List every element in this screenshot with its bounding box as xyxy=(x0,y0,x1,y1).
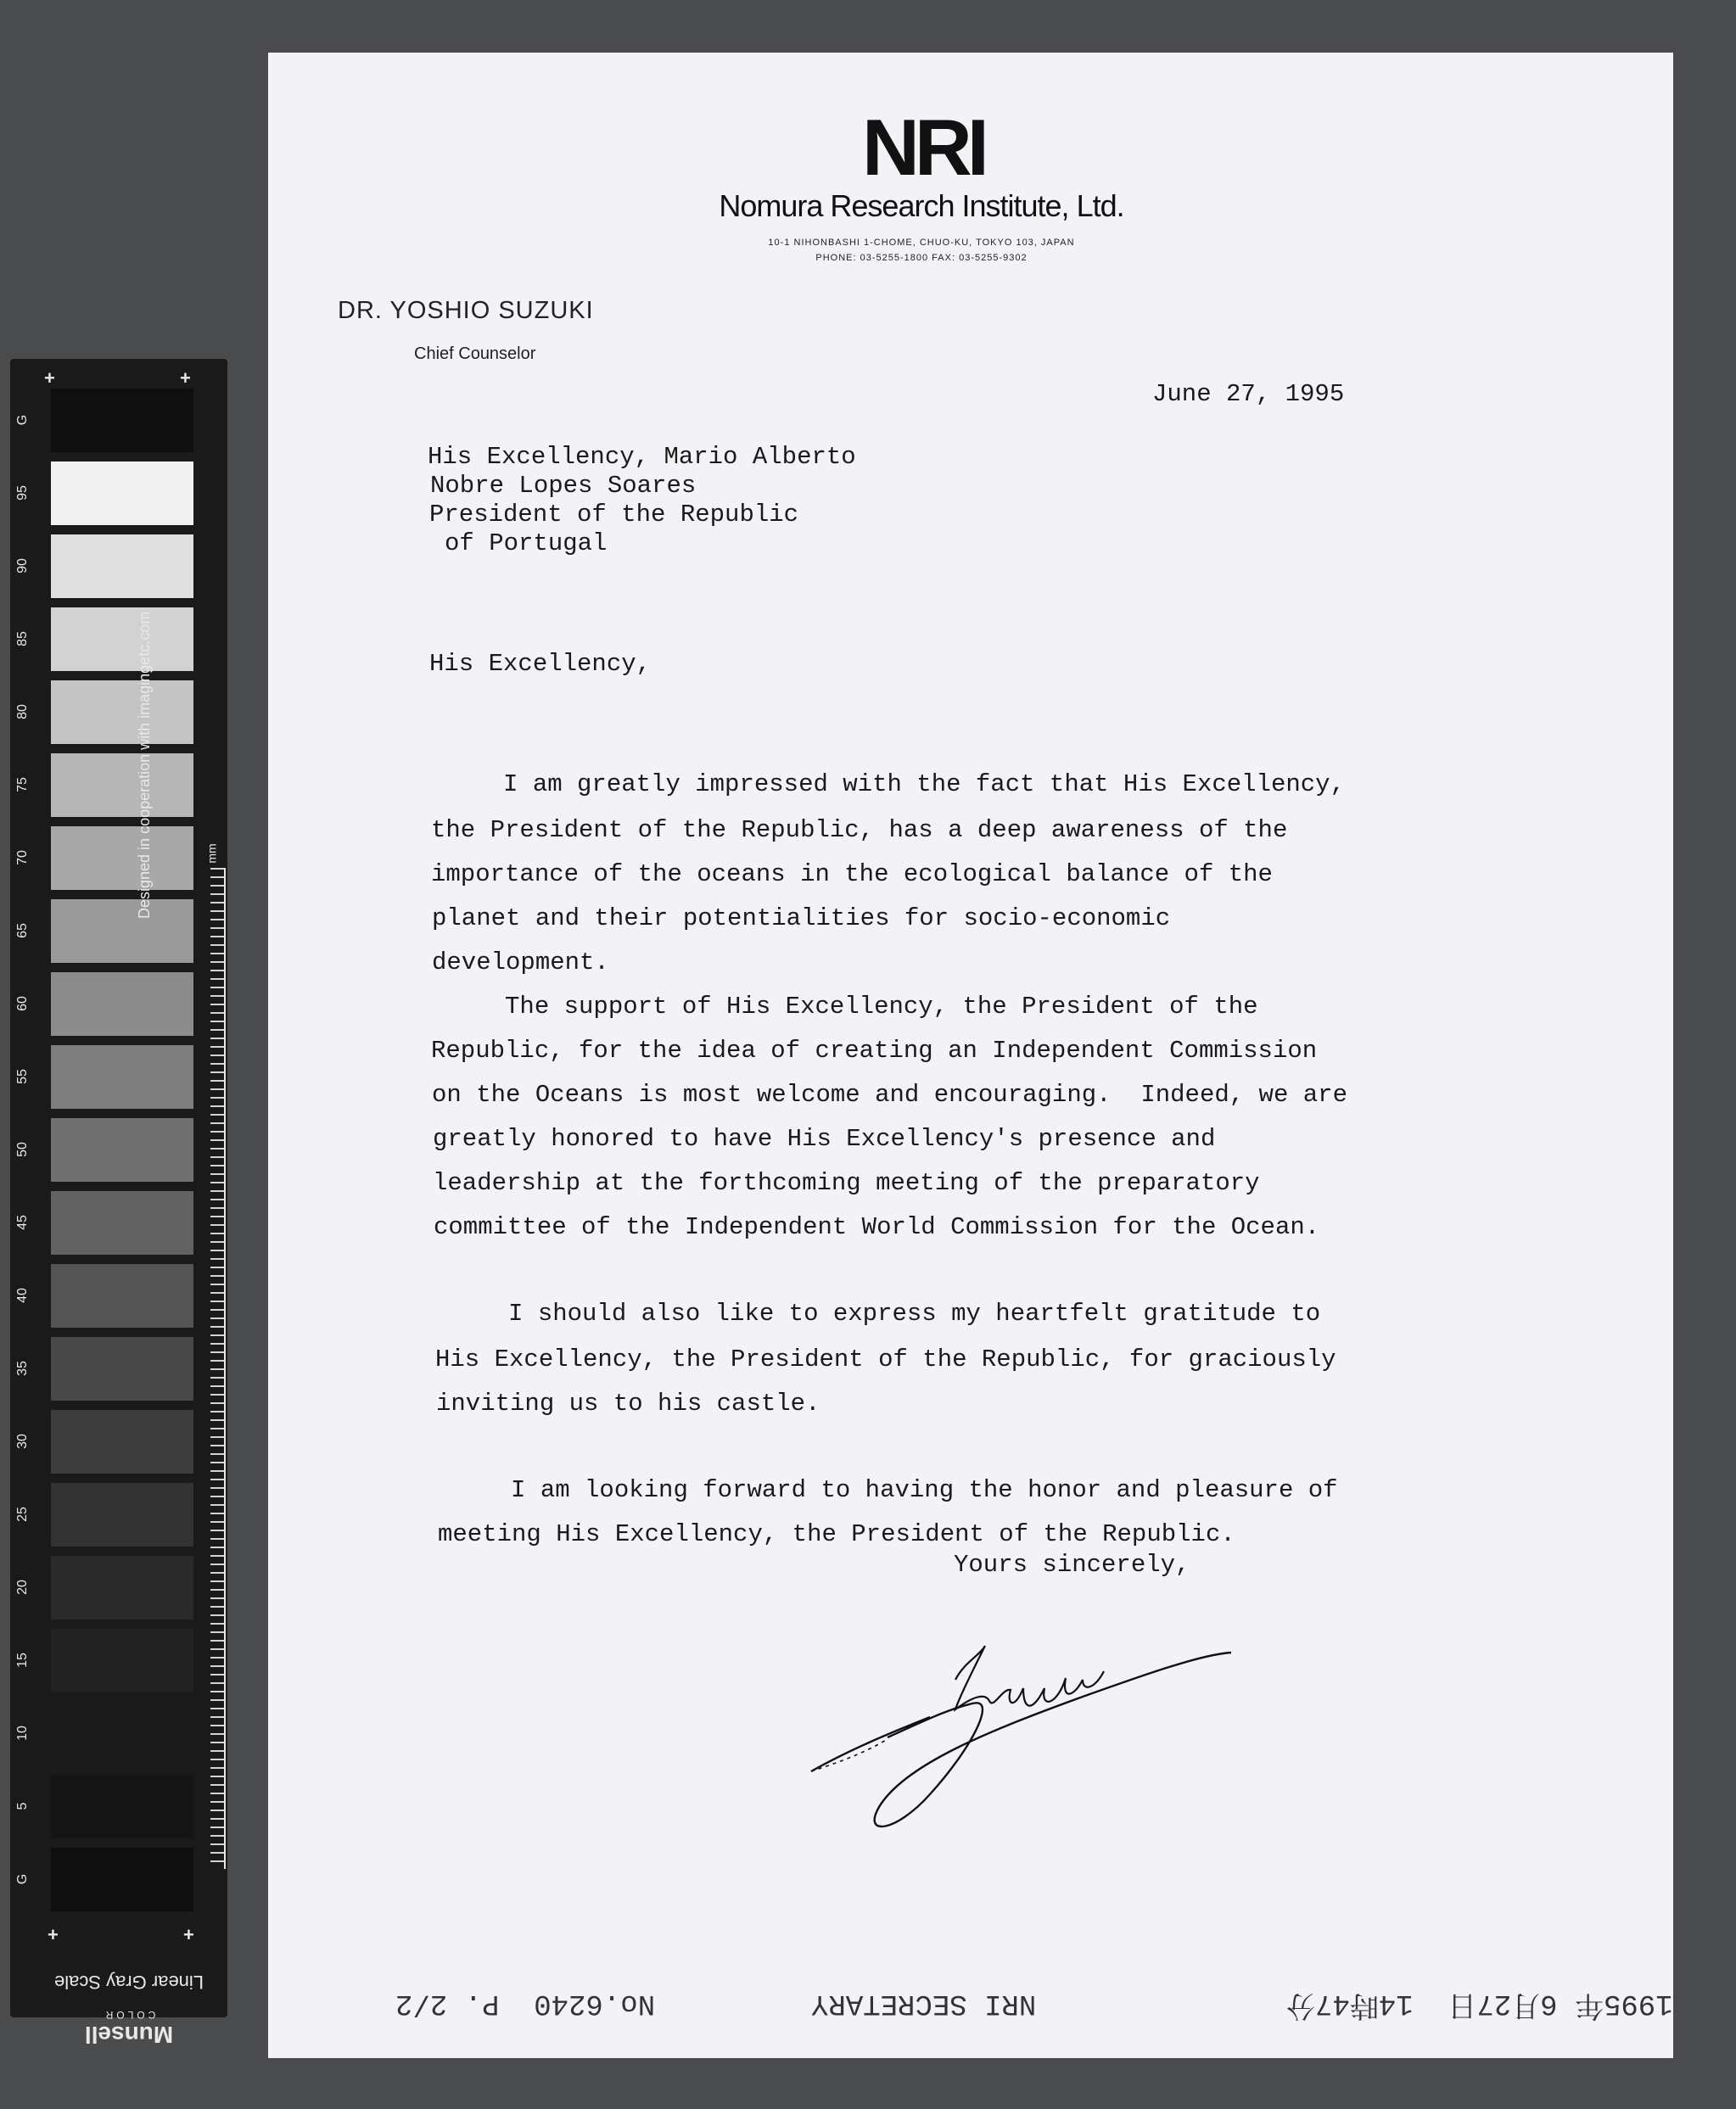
body-line: planet and their potentialities for socio-economic xyxy=(432,904,1171,932)
gray-swatch xyxy=(51,1118,193,1182)
recipient-line: Nobre Lopes Soares xyxy=(430,472,697,500)
swatch-label: 35 xyxy=(15,1361,30,1376)
ruler-unit: mm xyxy=(204,843,219,864)
body-line: greatly honored to have His Excellency's presence and xyxy=(433,1125,1216,1153)
body-line: The support of His Excellency, the President of the xyxy=(431,993,1258,1021)
swatch-label: 10 xyxy=(15,1726,30,1741)
body-line: development. xyxy=(432,948,609,976)
gray-swatch xyxy=(51,1045,193,1109)
recipient-line: of Portugal xyxy=(445,529,608,557)
fax-footer-left: No.6240 P. 2/2 xyxy=(395,1987,656,2019)
swatch-label: 30 xyxy=(15,1434,30,1449)
munsell-brand xyxy=(44,2009,214,2048)
swatch-label: 60 xyxy=(15,996,30,1011)
gray-scale-card xyxy=(10,359,227,2048)
salutation: His Excellency, xyxy=(429,650,652,678)
body-line: His Excellency, the President of the Republic, for graciously xyxy=(435,1345,1336,1373)
swatch-label: 80 xyxy=(15,704,30,719)
gray-swatch xyxy=(51,680,193,744)
sender-title: Chief Counselor xyxy=(414,344,536,363)
swatch-label: 90 xyxy=(15,558,30,573)
gray-swatch xyxy=(51,1556,193,1620)
sender-name: DR. YOSHIO SUZUKI xyxy=(338,297,594,324)
body-line: I should also like to express my heartfelt gratitude to xyxy=(434,1300,1321,1328)
swatch-label: 50 xyxy=(15,1142,30,1157)
letter-date: June 27, 1995 xyxy=(1152,380,1345,408)
gray-swatch xyxy=(51,534,193,598)
swatch-label: 40 xyxy=(15,1288,30,1303)
nri-logo: NRI xyxy=(862,103,984,192)
gray-swatch xyxy=(51,1337,193,1401)
company-address: 10-1 NIHONBASHI 1-CHOME, CHUO-KU, TOKYO 103, JAPAN xyxy=(768,238,1075,248)
body-line: leadership at the forthcoming meeting of the preparatory xyxy=(433,1169,1260,1197)
ruler-line xyxy=(224,868,226,1869)
company-phone: PHONE: 03-5255-1800 FAX: 03-5255-9302 xyxy=(815,253,1028,263)
gray-swatch xyxy=(51,1702,193,1765)
brand-sub: COLOR xyxy=(102,2009,156,2021)
plus-mark: + xyxy=(48,1924,59,1945)
swatch-label: 20 xyxy=(15,1580,30,1595)
swatch-label: 70 xyxy=(15,850,30,865)
gray-swatch xyxy=(51,1264,193,1328)
fax-footer-middle: NRI SECRETARY xyxy=(811,1987,1037,2019)
plus-mark: + xyxy=(44,367,55,389)
swatch-label: 75 xyxy=(15,777,30,792)
swatch-label: 5 xyxy=(15,1802,30,1810)
closing: Yours sincerely, xyxy=(954,1551,1190,1579)
body-line: Republic, for the idea of creating an Independent Commission xyxy=(431,1037,1318,1065)
gray-swatch xyxy=(51,462,193,525)
body-line: I am looking forward to having the honor and pleasure of xyxy=(437,1476,1338,1504)
body-line: on the Oceans is most welcome and encouraging. Indeed, we are xyxy=(432,1081,1347,1109)
gray-swatch xyxy=(51,972,193,1036)
brand-name: Munsell xyxy=(84,2022,174,2048)
gray-swatches xyxy=(51,389,193,1921)
gray-swatch xyxy=(51,1848,193,1911)
gray-swatch xyxy=(51,607,193,671)
body-line: I am greatly impressed with the fact that His Excellency, xyxy=(429,770,1345,798)
signature xyxy=(803,1629,1244,1883)
swatch-label: 65 xyxy=(15,923,30,938)
gray-swatch xyxy=(51,753,193,817)
swatch-label: 85 xyxy=(15,631,30,646)
swatch-label: 15 xyxy=(15,1653,30,1668)
swatch-label: 45 xyxy=(15,1215,30,1230)
body-line: meeting His Excellency, the President of the Republic. xyxy=(438,1520,1235,1548)
gray-swatch xyxy=(51,1483,193,1547)
swatch-label: 55 xyxy=(15,1069,30,1084)
gray-swatch xyxy=(51,389,193,452)
swatch-label: 25 xyxy=(15,1507,30,1522)
gray-swatch xyxy=(51,899,193,963)
gray-swatch xyxy=(51,1629,193,1692)
company-name: Nomura Research Institute, Ltd. xyxy=(719,188,1124,223)
plus-mark: + xyxy=(183,1924,194,1945)
designed-by-text: Designed in cooperation with imagingetc.com xyxy=(136,611,153,919)
letter-page xyxy=(268,53,1673,2058)
swatch-label: 95 xyxy=(15,485,30,501)
body-line: the President of the Republic, has a deep awareness of the xyxy=(431,816,1288,844)
gray-swatch xyxy=(51,826,193,890)
body-line: importance of the oceans in the ecological balance of the xyxy=(431,860,1273,888)
body-line: inviting us to his castle. xyxy=(436,1390,820,1418)
swatch-label: G xyxy=(15,1873,30,1885)
body-line: committee of the Independent World Commission for the Ocean. xyxy=(434,1213,1320,1241)
gray-swatch xyxy=(51,1410,193,1474)
scale-title: Linear Gray Scale xyxy=(53,1972,204,1993)
fax-footer-right: 1995年 6月27日 14時47分 xyxy=(1286,1987,1673,2019)
recipient-line: President of the Republic xyxy=(429,501,799,529)
gray-swatch xyxy=(51,1191,193,1255)
swatch-label: G xyxy=(15,414,30,426)
gray-swatch xyxy=(51,1775,193,1838)
plus-mark: + xyxy=(180,367,191,389)
recipient-line: His Excellency, Mario Alberto xyxy=(428,443,856,471)
